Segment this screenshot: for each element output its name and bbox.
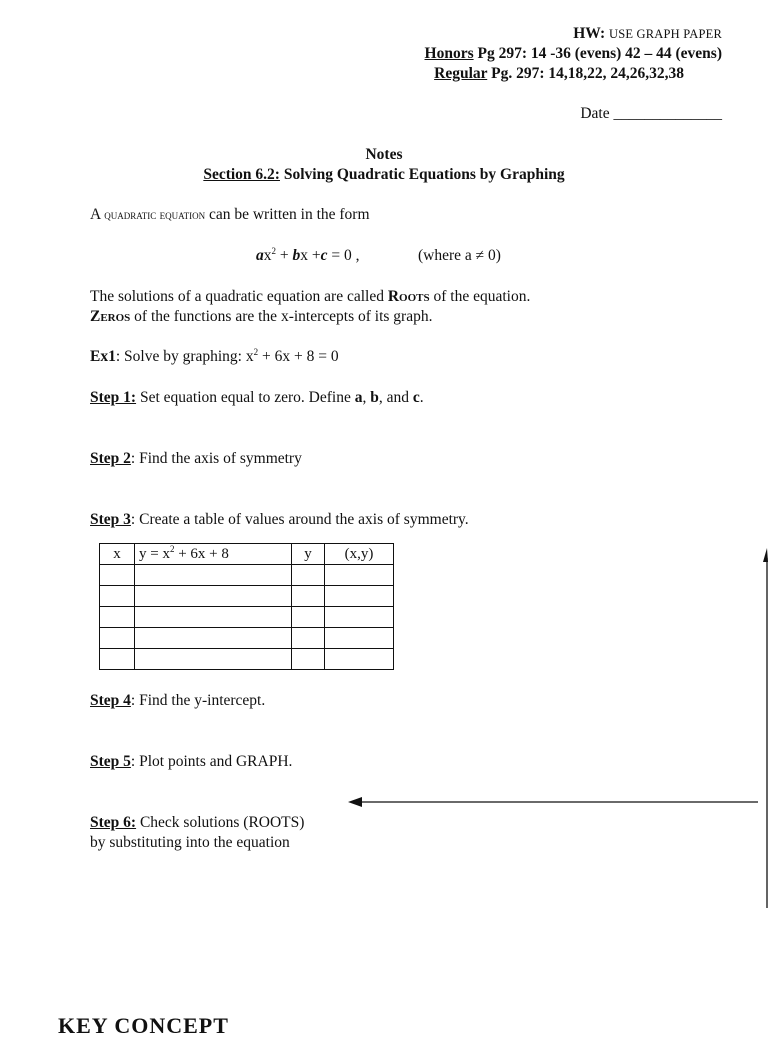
roots-post: of the equation. (429, 288, 531, 305)
step-3-colon: : (130, 511, 136, 528)
header-equation (135, 544, 292, 565)
step-4-text: Find the y-intercept. (135, 692, 266, 709)
example-exponent: 2 (253, 346, 259, 357)
section-label: Section 6.2: (203, 166, 280, 183)
header-x: x (100, 544, 135, 565)
header-eq-y: y = x (139, 545, 170, 562)
table-cell[interactable] (292, 649, 325, 670)
step-5-label: Step 5 (90, 753, 131, 770)
roots-definition (90, 288, 530, 306)
header-xy: (x,y) (325, 544, 394, 565)
header-y: y (292, 544, 325, 565)
honors-label: Honors (424, 45, 474, 62)
intro-rest: can be written in the form (205, 206, 370, 223)
step-1-sep2: , and (378, 389, 413, 406)
regular-text: Pg. 297: 14,18,22, 24,26,32,38 (487, 65, 684, 82)
example-1 (90, 348, 339, 366)
table-row (100, 565, 394, 586)
table-cell[interactable] (100, 628, 135, 649)
date-line (580, 105, 722, 123)
formula-equals: = 0 , (327, 247, 360, 264)
table-cell[interactable] (100, 586, 135, 607)
x-axis-arrow-icon (348, 792, 760, 812)
hw-label: HW: (573, 25, 606, 42)
table-cell[interactable] (325, 565, 394, 586)
table-header-row (100, 544, 394, 565)
zeros-definition (90, 308, 432, 326)
formula-c: c (320, 247, 328, 264)
step-6-text: Check solutions (ROOTS) (136, 814, 305, 831)
date-blank: ______________ (613, 105, 722, 122)
step-6-label: Step 6: (90, 814, 137, 831)
table-cell[interactable] (325, 649, 394, 670)
table-cell[interactable] (292, 607, 325, 628)
step-6 (90, 814, 304, 832)
roots-pre: The solutions of a quadratic equation are called (90, 288, 388, 305)
honors-assignment (425, 45, 722, 63)
table-cell[interactable] (325, 607, 394, 628)
intro-term: quadratic equation (104, 207, 206, 222)
example-label: Ex1 (90, 348, 116, 365)
formula-plus: + (276, 247, 293, 264)
formula-x-term: x + (300, 247, 321, 264)
step-1-end: . (419, 389, 424, 406)
table-cell[interactable] (135, 565, 292, 586)
step-5-text: Plot points and GRAPH. (135, 753, 293, 770)
table-cell[interactable] (100, 649, 135, 670)
zeros-term: Zeros (90, 308, 131, 325)
table-cell[interactable] (100, 565, 135, 586)
step-4 (90, 692, 265, 710)
step-4-colon: : (130, 692, 136, 709)
step-6-line2: by substituting into the equation (90, 834, 290, 851)
table-cell[interactable] (292, 586, 325, 607)
example-text: : Solve by graphing: x (115, 348, 254, 365)
step-1-text: Set equation equal to zero. Define (136, 389, 355, 406)
step-4-label: Step 4 (90, 692, 131, 709)
step-1-c: c (412, 389, 420, 406)
step-5 (90, 753, 292, 771)
regular-label: Regular (434, 65, 488, 82)
roots-term: Roots (387, 288, 430, 305)
formula-b: b (292, 247, 301, 264)
table-cell[interactable] (325, 628, 394, 649)
table-cell[interactable] (135, 586, 292, 607)
standard-form-formula (256, 247, 360, 265)
step-2-colon: : (130, 450, 136, 467)
hw-note: USE GRAPH PAPER (609, 27, 722, 41)
step-1-sep1: , (362, 389, 371, 406)
step-2-text: Find the axis of symmetry (135, 450, 302, 467)
step-3-label: Step 3 (90, 511, 131, 528)
table-cell[interactable] (100, 607, 135, 628)
header-eq-rest: + 6x + 8 (174, 545, 229, 562)
honors-text: Pg 297: 14 -36 (evens) 42 – 44 (evens) (473, 45, 722, 62)
homework-header (573, 25, 722, 43)
zeros-post: of the functions are the x-intercepts of its graph. (130, 308, 433, 325)
table-row (100, 586, 394, 607)
step-1-label: Step 1: (90, 389, 137, 406)
table-of-values (99, 543, 394, 670)
step-2-label: Step 2 (90, 450, 131, 467)
formula-x: x (263, 247, 272, 264)
step-5-colon: : (130, 753, 136, 770)
table-cell[interactable] (135, 628, 292, 649)
date-label: Date (580, 105, 610, 122)
intro-line (90, 206, 370, 224)
section-title (0, 166, 768, 184)
table-cell[interactable] (135, 607, 292, 628)
step-1-b: b (370, 389, 379, 406)
step-1-a: a (354, 389, 363, 406)
table-row (100, 607, 394, 628)
regular-assignment (434, 65, 684, 83)
table-cell[interactable] (292, 628, 325, 649)
example-rest: + 6x + 8 = 0 (258, 348, 339, 365)
step-3-text: Create a table of values around the axis of symmetry. (135, 511, 469, 528)
formula-condition: (where a ≠ 0) (418, 247, 501, 264)
formula-exponent: 2 (271, 245, 276, 256)
step-3 (90, 511, 469, 529)
table-cell[interactable] (325, 586, 394, 607)
section-text: Solving Quadratic Equations by Graphing (279, 166, 565, 183)
header-eq-exp: 2 (169, 543, 175, 554)
formula-a: a (256, 247, 264, 264)
table-cell[interactable] (292, 565, 325, 586)
table-cell[interactable] (135, 649, 292, 670)
key-concept-heading: KEY CONCEPT (58, 1013, 229, 1038)
step-1 (90, 389, 424, 407)
intro-lead: A (90, 206, 105, 223)
table-row (100, 649, 394, 670)
y-axis-arrow-icon (760, 548, 768, 908)
notes-title: Notes (365, 146, 403, 163)
table-row (100, 628, 394, 649)
step-2 (90, 450, 302, 468)
